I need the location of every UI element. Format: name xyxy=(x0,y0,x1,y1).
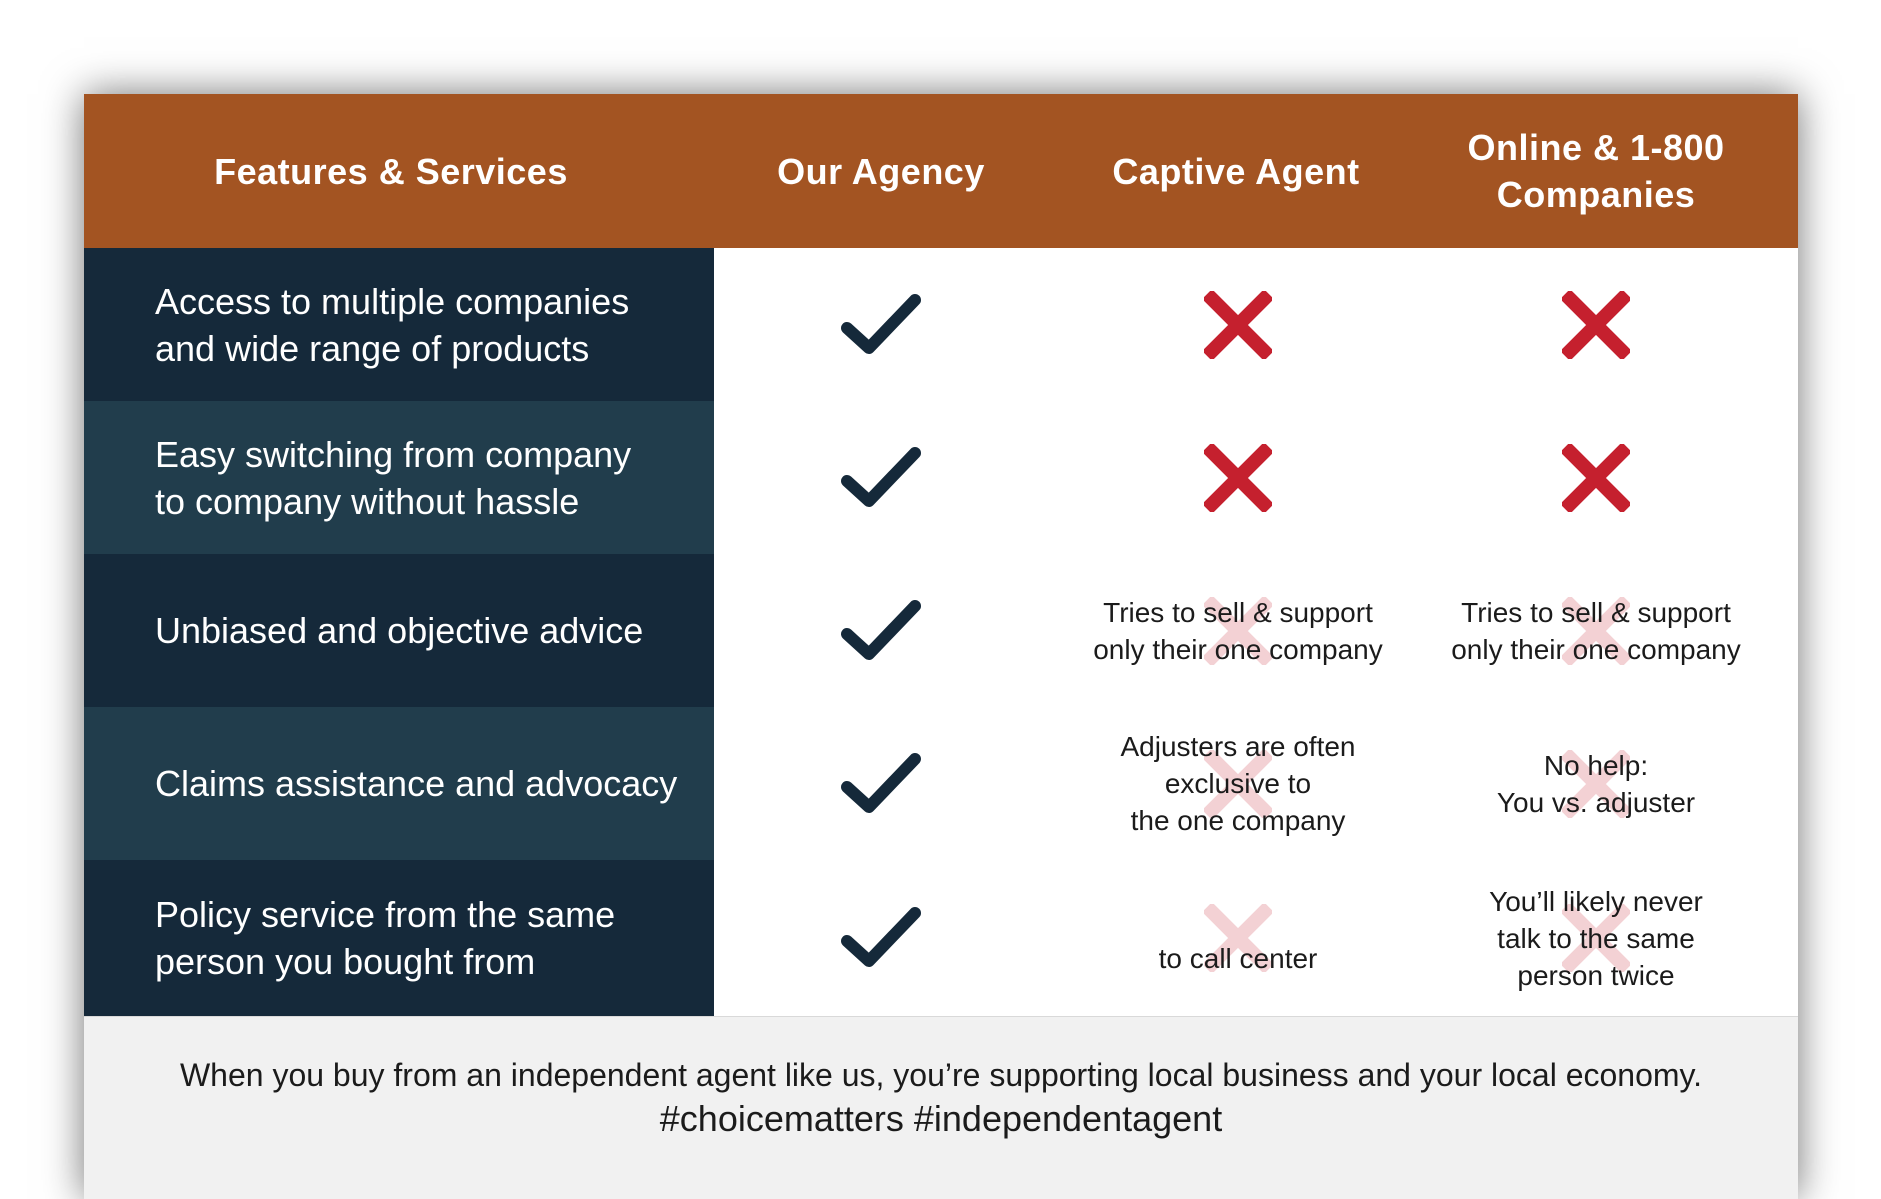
our-agency-cell xyxy=(714,554,1048,707)
our-agency-cell xyxy=(714,248,1048,401)
feature-text: Access to multiple companies and wide range of products xyxy=(155,280,630,369)
table-header xyxy=(84,94,1798,248)
feature-text: Claims assistance and advocacy xyxy=(155,763,678,804)
feature-label xyxy=(84,401,714,554)
online-companies-note: No help: You vs. adjuster xyxy=(1496,749,1696,818)
header-captive-agent: Captive Agent xyxy=(1112,150,1360,192)
footer-banner xyxy=(84,1016,1798,1199)
check-icon xyxy=(841,905,921,971)
header-our-agency: Our Agency xyxy=(777,150,985,192)
header-features: Features & Services xyxy=(214,150,568,192)
feature-text: Policy service from the same person you bought from xyxy=(155,894,616,982)
our-agency-cell xyxy=(714,860,1048,1016)
cross-icon xyxy=(1204,291,1272,359)
feature-text: Unbiased and objective advice xyxy=(155,610,644,651)
online-companies-note: You’ll likely never talk to the same person twice xyxy=(1489,885,1703,991)
table-row xyxy=(84,554,1798,707)
online-companies-note: Tries to sell & support only their one company xyxy=(1451,596,1741,665)
online-companies-cell xyxy=(1424,401,1768,554)
table-row xyxy=(84,401,1798,554)
online-companies-cell xyxy=(1424,554,1768,707)
our-agency-cell xyxy=(714,401,1048,554)
online-companies-cell xyxy=(1424,707,1768,860)
captive-agent-cell xyxy=(1068,860,1408,1016)
feature-text: Easy switching from company to company without hassle xyxy=(155,433,632,522)
check-icon xyxy=(841,598,921,664)
feature-label xyxy=(84,248,714,401)
comparison-card xyxy=(84,94,1798,1199)
online-companies-cell xyxy=(1424,860,1768,1016)
our-agency-cell xyxy=(714,707,1048,860)
cross-icon xyxy=(1562,444,1630,512)
feature-label xyxy=(84,860,714,1016)
check-icon xyxy=(841,445,921,511)
cross-icon xyxy=(1204,444,1272,512)
table-row xyxy=(84,860,1798,1016)
cross-icon xyxy=(1562,291,1630,359)
captive-agent-cell xyxy=(1068,248,1408,401)
captive-agent-cell xyxy=(1068,707,1408,860)
captive-agent-cell xyxy=(1068,401,1408,554)
feature-label xyxy=(84,554,714,707)
footer-hashtags: #choicematters #independentagent xyxy=(659,1098,1223,1139)
online-companies-cell xyxy=(1424,248,1768,401)
check-icon xyxy=(841,751,921,817)
feature-label xyxy=(84,707,714,860)
table-row xyxy=(84,707,1798,860)
header-online-companies: Online & 1-800 Companies xyxy=(1467,127,1725,215)
check-icon xyxy=(841,292,921,358)
captive-agent-cell xyxy=(1068,554,1408,707)
footer-message: When you buy from an independent agent like us, you’re supporting local business and your local economy. xyxy=(179,1057,1703,1093)
captive-agent-note: to call center xyxy=(1158,942,1318,974)
captive-agent-note: Adjusters are often exclusive to the one company xyxy=(1120,731,1356,836)
captive-agent-note: Tries to sell & support only their one company xyxy=(1093,596,1383,665)
table-row xyxy=(84,248,1798,401)
